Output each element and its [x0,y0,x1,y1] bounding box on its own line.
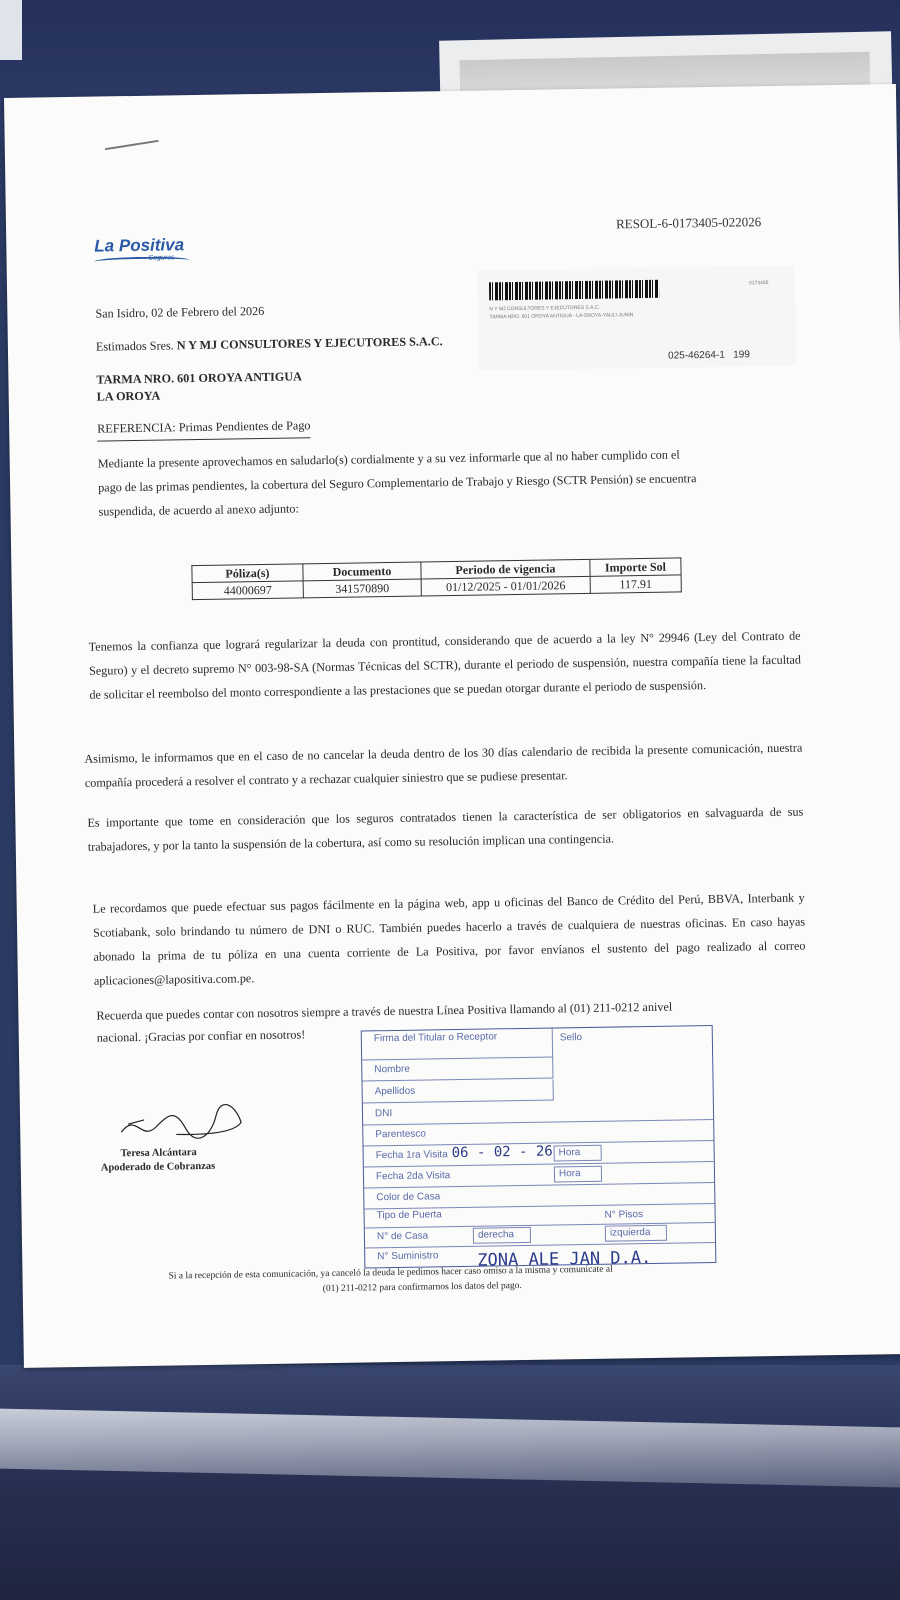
stamp-parentesco: Parentesco [375,1128,427,1141]
intro-line-2: pago de las primas pendientes, la cobertura del Seguro Complementario de Trabajo y Riesgo (SCTR Pensión) se encuentra [98,471,697,495]
barcode [489,280,659,301]
address-line-2: LA OROYA [96,388,161,404]
stamp-fecha1-value: 06 - 02 - 26 [451,1143,553,1162]
policy-table [191,557,681,600]
background-object [0,0,22,60]
logo-swoosh [95,256,190,265]
stamp-n-suministro: N° Suministro [377,1250,439,1263]
header-periodo: Periodo de vigencia [421,559,590,579]
stamp-n-casa: N° de Casa [376,1230,429,1243]
stamp-n-pisos: N° Pisos [604,1209,644,1221]
company-name: N Y MJ CONSULTORES Y EJECUTORES S.A.C. [176,334,443,353]
greeting: Estimados Sres. N Y MJ CONSULTORES Y EJECUTORES S.A.C. [95,334,443,354]
stamp-color-casa: Color de Casa [376,1191,441,1204]
letter-page [4,84,900,1368]
paragraph-importante: Es importante que tome en consideración que los seguros contratados tienen la característica de ser obligatorios en salvaguarda de sus trabajadores, y por la tanto la suspensión de la cobertura, así como su resolución implican una contingencia. [87,804,804,854]
mailing-label [477,266,797,371]
company-logo: La Positiva [94,235,185,256]
mailing-line-1: N Y MJ CONSULTORES Y EJECUTORES S.A.C. [489,304,600,313]
intro-line-1: Mediante la presente aprovechamos en saludarlo(s) cordialmente y a su vez informarle que al no haber cumplido con el [97,447,680,471]
resolution-code: RESOL-6-0173405-022026 [615,214,762,232]
mailing-line-2: TARMA NRO. 601 OROYA ANTIGUA - LA OROYA-YAULI-JUNIN [489,312,634,321]
stamp-nombre: Nombre [374,1063,410,1076]
logo-subtitle: Seguros [148,254,175,262]
cell-poliza: 44000697 [192,581,303,600]
footer-line-2: (01) 211-0212 para confirmarnos los datos del pago. [322,1281,522,1295]
stamp-izquierda: izquierda [609,1226,651,1239]
stamp-fecha2: Fecha 2da Visita [375,1170,451,1183]
signature [116,1100,247,1146]
stamp-tipo-puerta: Tipo de Puerta [376,1209,442,1222]
paragraph-ley: Tenemos la confianza que logrará regularizar la deuda con prontitud, considerando que de acuerdo a la ley N° 29946 (Ley del Contrato de Seguro) y el decreto supremo N° 003-98-SA (Normas Técnicas del SCTR), durante el periodo de suspensión, nuestra compañía tiene la facultad de solicitar el reembolso del monto correspondiente a las prestaciones que se puedan otorgar durante el periodo de suspensión. [88,628,802,702]
stamp-firma: Firma del Titular o Receptor [373,1031,498,1045]
stamp-derecha: derecha [477,1229,515,1241]
date-line: San Isidro, 02 de Febrero del 2026 [95,303,265,321]
cell-importe: 117.91 [590,575,681,593]
signer-title: Apoderado de Cobranzas [100,1160,216,1174]
signer-name: Teresa Alcántara [120,1147,197,1160]
paragraph-linea-1: Recuerda que puedes contar con nosotros siempre a través de nuestra Línea Positiva llamando al (01) 211-0212 anivel [96,999,673,1023]
cell-documento: 341570890 [303,579,421,598]
header-importe: Importe Sol [590,558,681,576]
intro-line-3: suspendida, de acuerdo al anexo adjunto: [98,501,299,519]
header-documento: Documento [303,562,421,581]
stamp-fecha1: Fecha 1ra Visita [375,1149,448,1162]
mailing-code: 025-46264-1 199 [668,349,750,362]
paragraph-pagos: Le recordamos que puede efectuar sus pagos fácilmente en la página web, app u oficinas del Banco de Crédito del Perú, BBVA, Interbank y Scotiabank, solo brindando tu número de DNI o RUC. También puedes hacerlo a través de cualquiera de nuestras oficinas. En caso hayas abonado la prima de tu póliza en una cuenta corriente de La Positiva, por favor envíanos el sustento del pago realizado al correo aplicaciones@lapositiva.com.pe. [92,890,806,988]
cell-periodo: 01/12/2025 - 01/01/2026 [421,576,590,596]
stamp-hora1: Hora [558,1147,581,1159]
handwritten-name: ZONA ALE JAN D.A. [477,1247,652,1271]
paragraph-linea-2: nacional. ¡Gracias por confiar en nosotros! [96,1027,306,1045]
reception-stamp [361,1025,717,1268]
stamp-sello: Sello [559,1032,583,1044]
pen-mark [105,140,159,150]
address-line-1: TARMA NRO. 601 OROYA ANTIGUA [96,369,303,387]
stamp-hora2: Hora [558,1168,581,1180]
stamp-dni: DNI [374,1108,393,1120]
reference-line: REFERENCIA: Primas Pendientes de Pago [97,418,311,441]
mailing-serial: 0173405 [748,280,769,287]
stamp-apellidos: Apellidos [374,1085,416,1098]
paragraph-asimismo: Asimismo, le informamos que en el caso de no cancelar la deuda dentro de los 30 días calendario de recibida la presente comunicación, nuestra compañía procederá a resolver el contrato y a rechazar cualquier siniestro que se pudiese presentar. [84,740,803,790]
header-poliza: Póliza(s) [192,564,303,583]
footer-line-1: Si a la recepción de esta comunicación, ya canceló la deuda le pedimos hacer caso omiso a la misma y comunícate al [168,1264,613,1282]
